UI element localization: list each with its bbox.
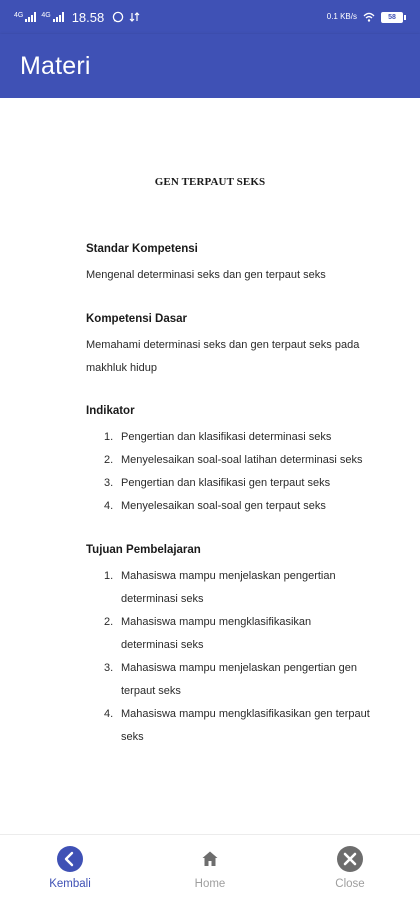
indikator-list <box>86 426 386 518</box>
list-text: Pengertian dan klasifikasi gen terpaut seks <box>121 477 331 489</box>
network-speed: 0.1 KB/s <box>326 12 357 21</box>
section-heading: Standar Kompetensi <box>86 243 198 255</box>
list-item <box>86 565 371 611</box>
back-circle-icon <box>56 845 84 873</box>
list-item <box>86 611 371 657</box>
list-item <box>86 703 371 749</box>
status-bar-right <box>327 11 406 23</box>
section-indikator <box>86 402 386 518</box>
list-number: 1. <box>104 570 114 582</box>
list-number: 1. <box>104 431 114 443</box>
nav-home-button[interactable] <box>140 835 280 900</box>
bottom-navigation <box>0 834 420 900</box>
section-tujuan-pembelajaran <box>86 541 371 749</box>
home-icon <box>196 845 224 873</box>
list-number: 2. <box>104 616 114 628</box>
list-text: Menyelesaikan soal-soal gen terpaut seks <box>121 500 326 512</box>
status-time: 18.58 <box>71 9 105 25</box>
list-text: Mahasiswa mampu mengklasifikasikan determinasi seks <box>121 616 312 651</box>
status-bar <box>0 0 420 34</box>
list-item <box>86 657 371 703</box>
app-bar <box>0 34 420 98</box>
list-number: 3. <box>104 477 114 489</box>
battery-icon: 58 <box>381 12 403 23</box>
wifi-icon <box>363 11 375 23</box>
app-bar-title: Materi <box>20 51 91 80</box>
nav-label: Home <box>194 878 226 890</box>
tujuan-list <box>86 565 371 749</box>
cell-signal-icon <box>14 12 36 22</box>
section-body: Memahami determinasi seks dan gen terpaut seks pada makhluk hidup <box>86 339 360 374</box>
section-kompetensi-dasar <box>86 310 386 380</box>
section-heading: Indikator <box>86 405 135 417</box>
section-body: Mengenal determinasi seks dan gen terpaut seks <box>86 269 326 281</box>
list-item <box>86 495 386 518</box>
document-title: GEN TERPAUT SEKS <box>154 176 266 188</box>
nav-label: Close <box>335 878 365 890</box>
battery-tip <box>404 15 406 20</box>
list-item <box>86 449 386 472</box>
list-item <box>86 472 386 495</box>
cell-signal-2-icon <box>41 12 63 22</box>
network-type-2-label: 4G <box>41 12 51 19</box>
list-text: Pengertian dan klasifikasi determinasi seks <box>121 431 332 443</box>
list-text: Mahasiswa mampu menjelaskan pengertian determinasi seks <box>121 570 336 605</box>
network-type-label: 4G <box>14 12 24 19</box>
section-heading: Kompetensi Dasar <box>86 313 187 325</box>
whatsapp-icon <box>112 11 124 23</box>
status-bar-left <box>14 10 141 25</box>
nav-label: Kembali <box>49 878 91 890</box>
list-item <box>86 426 386 449</box>
list-number: 4. <box>104 708 114 720</box>
list-text: Mahasiswa mampu mengklasifikasikan gen terpaut seks <box>121 708 370 743</box>
close-circle-icon <box>336 845 364 873</box>
section-standar-kompetensi <box>86 240 386 287</box>
nav-close-button[interactable] <box>280 835 420 900</box>
list-text: Mahasiswa mampu menjelaskan pengertian gen terpaut seks <box>121 662 358 697</box>
document-view[interactable] <box>0 98 420 834</box>
section-heading: Tujuan Pembelajaran <box>86 544 201 556</box>
list-number: 3. <box>104 662 114 674</box>
list-number: 4. <box>104 500 114 512</box>
data-transfer-icon <box>129 11 141 23</box>
list-text: Menyelesaikan soal-soal latihan determinasi seks <box>121 454 363 466</box>
list-number: 2. <box>104 454 114 466</box>
nav-kembali-button[interactable] <box>0 835 140 900</box>
